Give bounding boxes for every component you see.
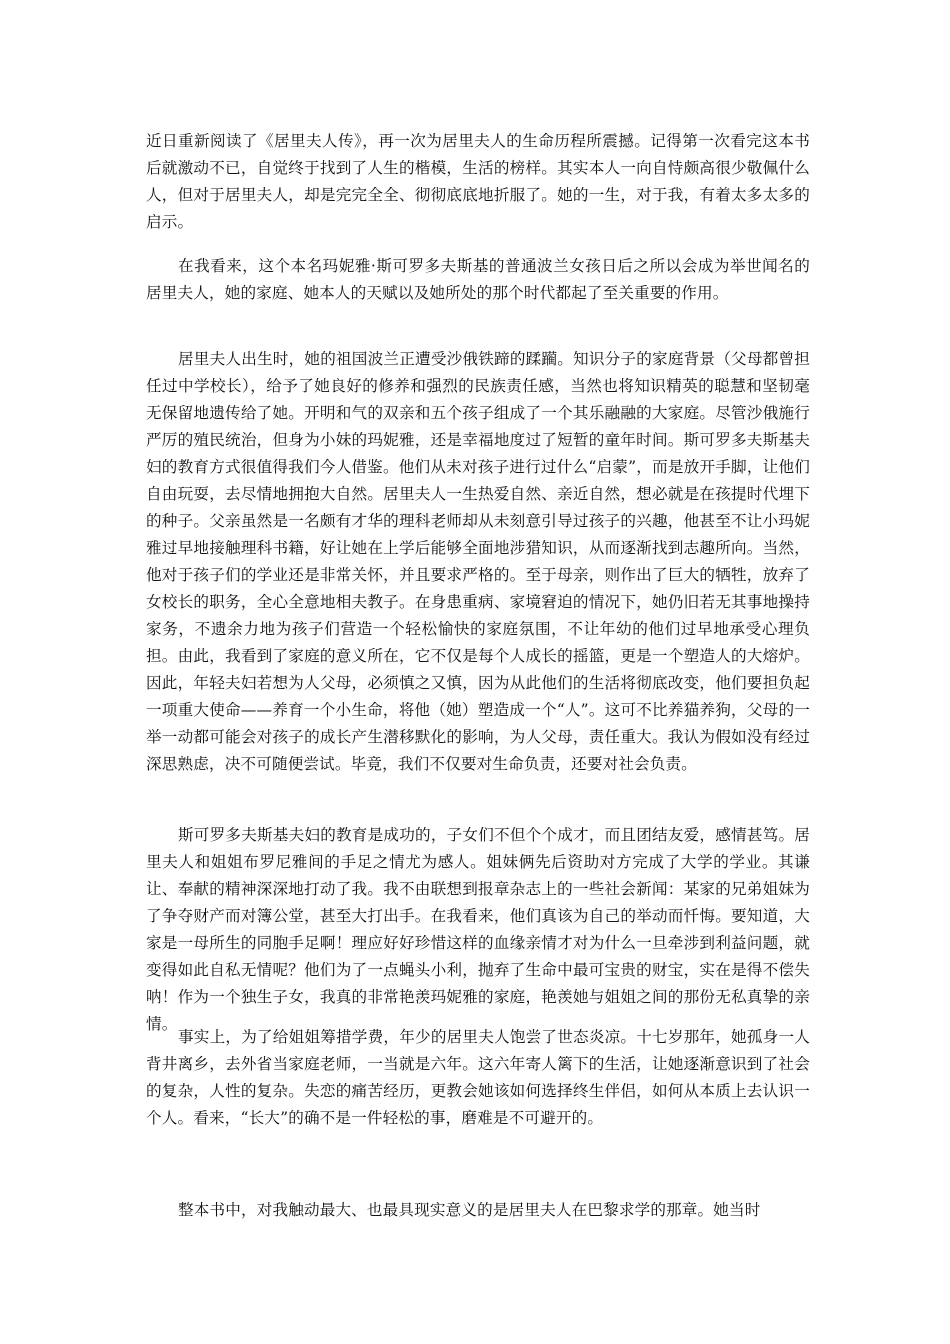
paragraph-governess-years: 事实上，为了给姐姐筹措学费，年少的居里夫人饱尝了世态炎凉。十七岁那年，她孤身一人背井离乡，去外省当家庭老师，一当就是六年。这六年寄人篱下的生活，让她逐渐意识到了社会的复杂，人性的复杂。失恋的痛苦经历，更教会她该如何选择终生伴侣，如何从本质上去认识一个人。看来，“长大”的确不是一件轻松的事，磨难是不可避开的。 [146, 1028, 810, 1127]
paragraph-family-background: 居里夫人出生时，她的祖国波兰正遭受沙俄铁蹄的蹂躏。知识分子的家庭背景（父母都曾担任过中学校长），给予了她良好的修养和强烈的民族责任感，当然也将知识精英的聪慧和坚韧毫无保留地遗传给了她。开明和气的双亲和五个孩子组成了一个其乐融融的大家庭。尽管沙俄施行严厉的殖民统治，但身为小妹的玛妮雅，还是幸福地度过了短暂的童年时间。斯可罗多夫斯基夫妇的教育方式很值得我们今人借鉴。他们从未对孩子进行过什么“启蒙”，而是放开手脚，让他们自由玩耍，去尽情地拥抱大自然。居里夫人一生热爱自然、亲近自然，想必就是在孩提时代埋下的种子。父亲虽然是一名颇有才华的理科老师却从未刻意引导过孩子的兴趣，他甚至不让小玛妮雅过早地接触理科书籍，好让她在上学后能够全面地涉猎知识，从而逐渐找到志趣所向。当然，他对于孩子们的学业还是非常关怀，并且要求严格的。至于母亲，则作出了巨大的牺牲，放弃了女校长的职务，全心全意地相夫教子。在身患重病、家境窘迫的情况下，她仍旧若无其事地操持家务，不遗余力地为孩子们营造一个轻松愉快的家庭氛围，不让年幼的他们过早地承受心理负担。由此，我看到了家庭的意义所在，它不仅是每个人成长的摇篮，更是一个塑造人的大熔炉。因此，年轻夫妇若想为人父母，必须慎之又慎，因为从此他们的生活将彻底改变，他们要担负起一项重大使命——养育一个小生命，将他（她）塑造成一个“人”。这可不比养猫养狗，父母的一举一动都可能会对孩子的成长产生潜移默化的影响，为人父母，责任重大。我认为假如没有经过深思熟虑，决不可随便尝试。毕竟，我们不仅要对生命负责，还要对社会负责。 [146, 350, 810, 773]
paragraph-thesis: 在我看来，这个本名玛妮雅·斯可罗多夫斯基的普通波兰女孩日后之所以会成为举世闻名的居里夫人，她的家庭、她本人的天赋以及她所处的那个时代都起了至关重要的作用。 [146, 257, 810, 302]
paragraph-paris-studies: 整本书中，对我触动最大、也最具现实意义的是居里夫人在巴黎求学的那章。她当时 [178, 1201, 761, 1219]
paragraph-intro: 近日重新阅读了《居里夫人传》，再一次为居里夫人的生命历程所震撼。记得第一次看完这本书后就激动不已，自觉终于找到了人生的楷模，生活的榜样。其实本人一向自恃颇高很少敬佩什么人，但对于居里夫人，却是完完全全、彻彻底底地折服了。她的一生，对于我，有着太多太多的启示。 [146, 132, 810, 231]
paragraph-sibling-bond: 斯可罗多夫斯基夫妇的教育是成功的，子女们不但个个成才，而且团结友爱，感情甚笃。居里夫人和姐姐布罗尼雅间的手足之情尤为感人。姐妹俩先后资助对方完成了大学的学业。其谦让、奉献的精神深深地打动了我。我不由联想到报章杂志上的一些社会新闻：某家的兄弟姐妹为了争夺财产而对簿公堂，甚至大打出手。在我看来，他们真该为自己的举动而忏悔。要知道，大家是一母所生的同胞手足啊！理应好好珍惜这样的血缘亲情才对为什么一旦牵涉到利益问题，就变得如此自私无情呢？他们为了一点蝇头小利，抛弃了生命中最可宝贵的财宝，实在是得不偿失呐！作为一个独生子女，我真的非常艳羡玛妮雅的家庭，艳羡她与姐姐之间的那份无私真挚的亲情。 [146, 826, 810, 1033]
